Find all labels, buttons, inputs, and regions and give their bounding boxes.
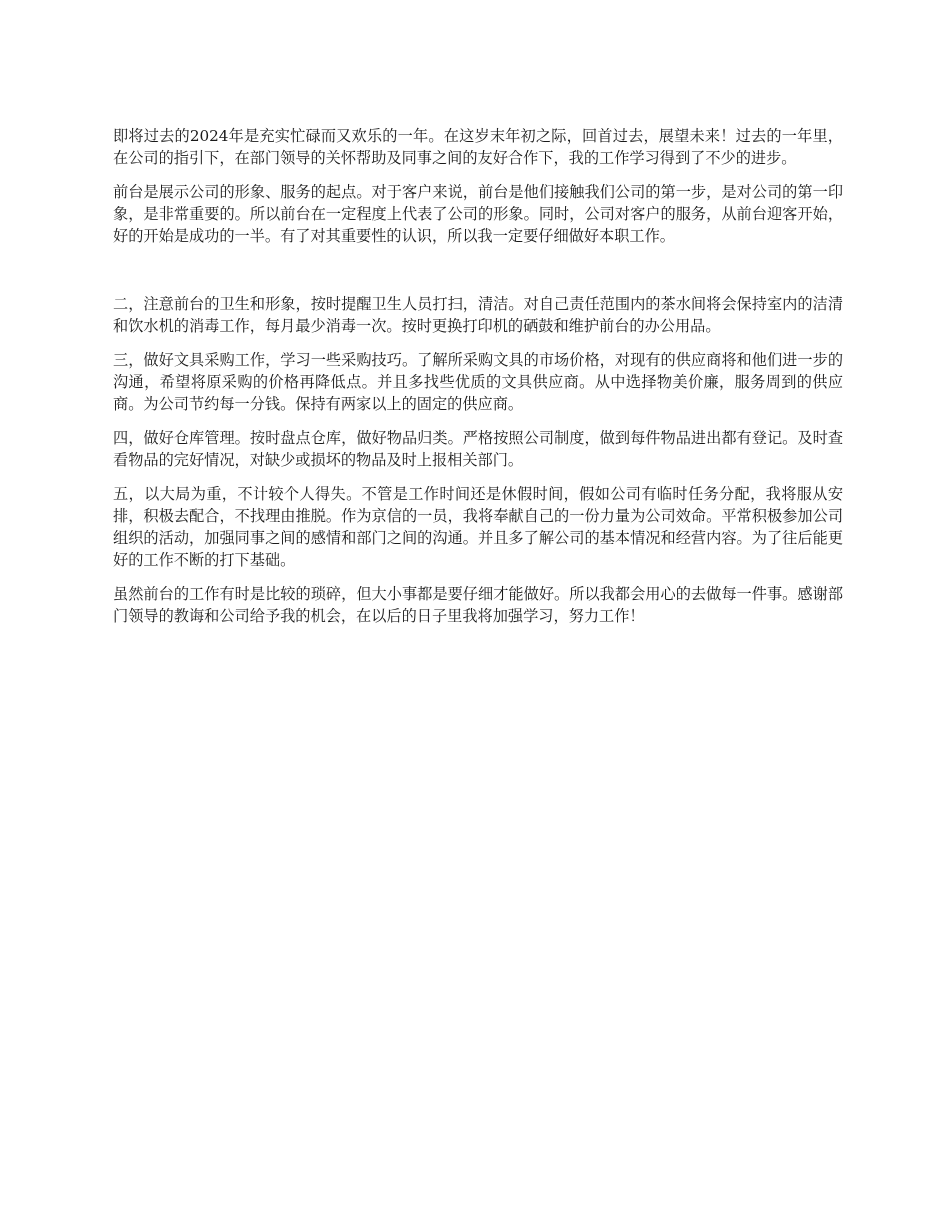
paragraph-front-desk-role: 前台是展示公司的形象、服务的起点。对于客户来说，前台是他们接触我们公司的第一步，是对公司的第一印象，是非常重要的。所以前台在一定程度上代表了公司的形象。同时，公司对客户的服务，从前台迎客开始，好的开始是成功的一半。有了对其重要性的认识，所以我一定要仔细做好本职工作。 [113,183,843,245]
paragraph-point-four: 四，做好仓库管理。按时盘点仓库，做好物品归类。严格按照公司制度，做到每件物品进出都有登记。及时查看物品的完好情况，对缺少或损坏的物品及时上报相关部门。 [113,429,843,469]
paragraph-point-three: 三，做好文具采购工作，学习一些采购技巧。了解所采购文具的市场价格，对现有的供应商将和他们进一步的沟通，希望将原采购的价格再降低点。并且多找些优质的文具供应商。从中选择物美价廉，服务周到的供应商。为公司节约每一分钱。保持有两家以上的固定的供应商。 [113,351,843,413]
paragraph-point-five: 五，以大局为重，不计较个人得失。不管是工作时间还是休假时间，假如公司有临时任务分配，我将服从安排，积极去配合，不找理由推脱。作为京信的一员，我将奉献自己的一份力量为公司效命。平常积极参加公司组织的活动，加强同事之间的感情和部门之间的沟通。并且多了解公司的基本情况和经营内容。为了往后能更好的工作不断的打下基础。 [113,485,843,569]
paragraph-intro: 即将过去的2024年是充实忙碌而又欢乐的一年。在这岁末年初之际，回首过去，展望未来！过去的一年里，在公司的指引下，在部门领导的关怀帮助及同事之间的友好合作下，我的工作学习得到了不少的进步。 [113,127,843,167]
document-body [113,125,843,639]
paragraph-point-two: 二，注意前台的卫生和形象，按时提醒卫生人员打扫，清洁。对自己责任范围内的茶水间将会保持室内的洁清和饮水机的消毒工作，每月最少消毒一次。按时更换打印机的硒鼓和维护前台的办公用品。 [113,295,843,335]
paragraph-conclusion: 虽然前台的工作有时是比较的琐碎，但大小事都是要仔细才能做好。所以我都会用心的去做每一件事。感谢部门领导的教诲和公司给予我的机会，在以后的日子里我将加强学习，努力工作！ [113,585,843,625]
